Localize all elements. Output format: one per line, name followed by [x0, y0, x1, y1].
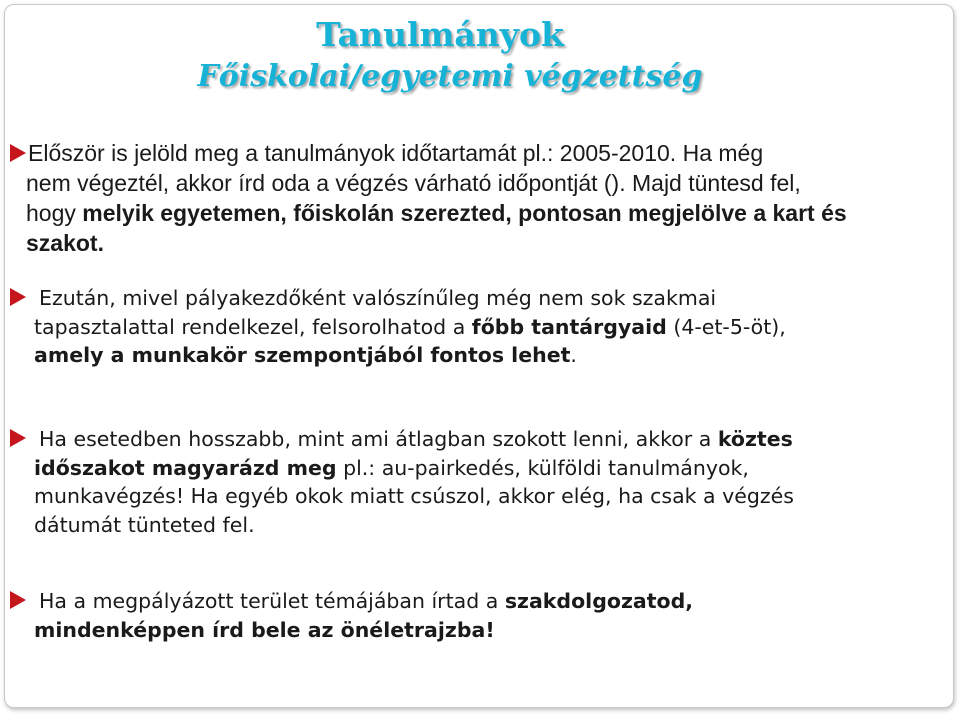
bold-text: szakdolgozatod, [504, 589, 694, 613]
bullet-3 [10, 425, 960, 539]
red-triangle-bullet-icon [10, 591, 26, 609]
bullet-1 [10, 138, 960, 258]
title-line-2: Főiskolai/egyetemi végzettség [197, 59, 703, 94]
bold-text: főbb tantárgyaid [471, 314, 667, 339]
bold-text: melyik egyetemen, főiskolán szerezted, pontosan megjelölve a kart és [82, 200, 847, 226]
slide-title [0, 14, 960, 98]
red-triangle-bullet-icon [10, 429, 26, 447]
text: Ha a megpályázott terület témájában írtad a [39, 589, 505, 613]
bullet-line [34, 341, 960, 370]
title-line-1: Tanulmányok [316, 15, 564, 54]
red-triangle-bullet-icon [10, 144, 26, 162]
bullet-2 [10, 284, 960, 370]
bullet-4 [10, 587, 960, 644]
text: tapasztalattal rendelkezel, felsorolhatod a [34, 314, 472, 339]
bold-text: időszakot magyarázd meg [34, 455, 337, 480]
text: hogy [26, 200, 83, 226]
bold-text: amely a munkakör szempontjából fontos lehet [34, 343, 571, 367]
bullet-line [26, 198, 960, 228]
bullet-line [34, 511, 960, 540]
bullet-line [34, 482, 960, 511]
text: Először is jelöld meg a tanulmányok időtartamát pl.: 2005-2010. Ha még [28, 140, 764, 166]
text: Ezután, mivel pályakezdőként valószínűleg még nem sok szakmai [39, 286, 717, 310]
bold-text: szakot. [26, 230, 104, 256]
text: . [570, 343, 577, 367]
bullet-line [10, 587, 960, 616]
bullet-line [26, 228, 960, 258]
bullet-line [34, 616, 960, 645]
bullet-line [10, 138, 960, 168]
red-triangle-bullet-icon [10, 288, 26, 306]
bullet-line [34, 454, 960, 483]
bullet-line [10, 425, 960, 454]
bold-text: mindenképpen írd bele az önéletrajzba! [34, 617, 495, 642]
text: munkavégzés! Ha egyéb okok miatt csúszol, akkor elég, ha csak a végzés [34, 484, 794, 508]
bullet-line [34, 313, 960, 342]
text: pl.: au-pairkedés, külföldi tanulmányok, [336, 455, 749, 480]
text: Ha esetedben hosszabb, mint ami átlagban szokott lenni, akkor a [39, 427, 718, 451]
bullet-line [26, 168, 960, 198]
text: dátumát tünteted fel. [34, 512, 255, 537]
text: (4-et-5-öt), [666, 314, 786, 339]
text: nem végeztél, akkor írd oda a végzés várható időpontját (). Majd tüntesd fel, [26, 170, 801, 196]
bold-text: köztes [717, 427, 793, 451]
bullet-line [10, 284, 960, 313]
